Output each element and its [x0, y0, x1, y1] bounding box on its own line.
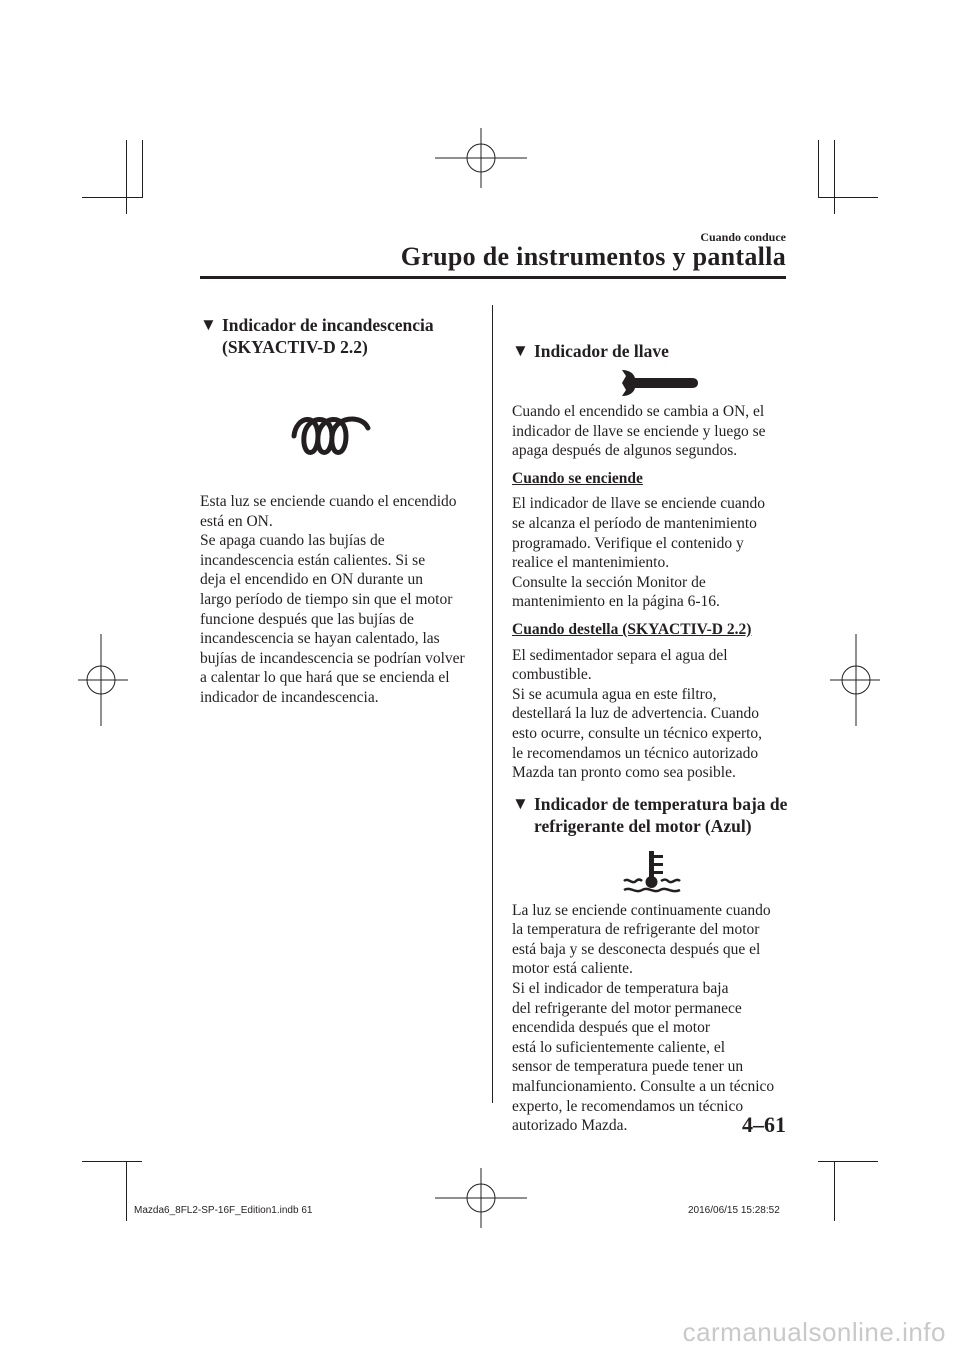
glow-paragraph-1: Esta luz se enciende cuando el encendido está en ON.: [200, 493, 457, 530]
glow-indicator-heading: ▼ Indicador de incandescencia (SKYACTIV-D 2.2): [200, 315, 434, 357]
wrench-sub-heading-2: Cuando destella (SKYACTIV-D 2.2): [512, 620, 752, 638]
glow-paragraph-2: Se apaga cuando las bujías de incandescencia están calientes. Si se deja el encendido en ON durante un largo período de tiempo sin que el motor funcione después que las bujías de incandescencia se hayan calentado, las bujías de incandescencia se podrían volver a calentar lo que hará que se encienda el indicador de incandescencia.: [200, 532, 465, 706]
left-column: [200, 314, 480, 708]
glow-plug-icon: [288, 408, 376, 464]
column-divider: [492, 305, 493, 1103]
wrench-intro: Cuando el encendido se cambia a ON, el indicador de llave se enciende y luego se apaga después de algunos segundos.: [512, 403, 766, 460]
wrench-sub-heading-1: Cuando se enciende: [512, 469, 643, 487]
wrench-icon: [618, 368, 698, 396]
wrench-sub-text-1: El indicador de llave se enciende cuando se alcanza el período de mantenimiento programado. Verifique el contenido y realice el mantenimiento. Consulte la sección Monitor de mantenimiento en la página 6-16.: [512, 495, 766, 611]
coolant-paragraph: La luz se enciende continuamente cuando la temperatura de refrigerante del motor está baja y se desconecta después que el motor está caliente. Si el indicador de temperatura baja del refrigerante del motor permanece encendida después que el motor está lo suficientemente caliente, el sensor de temperatura puede tener un malfuncionamiento. Consulte a un técnico experto, le recomendamos un técnico autorizado Mazda.: [512, 901, 775, 1135]
watermark: carmanualsonline.info: [682, 1317, 946, 1347]
section-marker-icon: ▼: [512, 341, 529, 360]
coolant-indicator-heading: ▼ Indicador de temperatura baja de refrigerante del motor (Azul): [512, 793, 788, 836]
right-column: [512, 340, 792, 1136]
header-divider: [200, 276, 786, 279]
wrench-indicator-heading: ▼ Indicador de llave: [512, 341, 669, 361]
footer-file: Mazda6_8FL2-SP-16F_Edition1.indb 61: [134, 1205, 313, 1216]
section-label: Cuando conduce: [700, 230, 786, 244]
footer-timestamp: 2016/06/15 15:28:52: [688, 1205, 780, 1216]
registration-mark-left: [78, 634, 128, 726]
page-number: 4–61: [742, 1112, 786, 1137]
registration-mark-bottom: [435, 1168, 527, 1228]
registration-mark-right: [830, 634, 880, 726]
coolant-temperature-icon: [622, 849, 682, 895]
section-marker-icon: ▼: [512, 793, 529, 813]
wrench-sub-text-2: El sedimentador separa el agua del combustible. Si se acumula agua en este filtro, destellará la luz de advertencia. Cuando esto ocurre, consulte un técnico experto, le recomendamos un técnico autorizado Mazda tan pronto como sea posible.: [512, 646, 763, 782]
registration-mark-top: [435, 128, 527, 188]
page-title: Grupo de instrumentos y pantalla: [400, 242, 786, 271]
section-marker-icon: ▼: [200, 315, 217, 334]
